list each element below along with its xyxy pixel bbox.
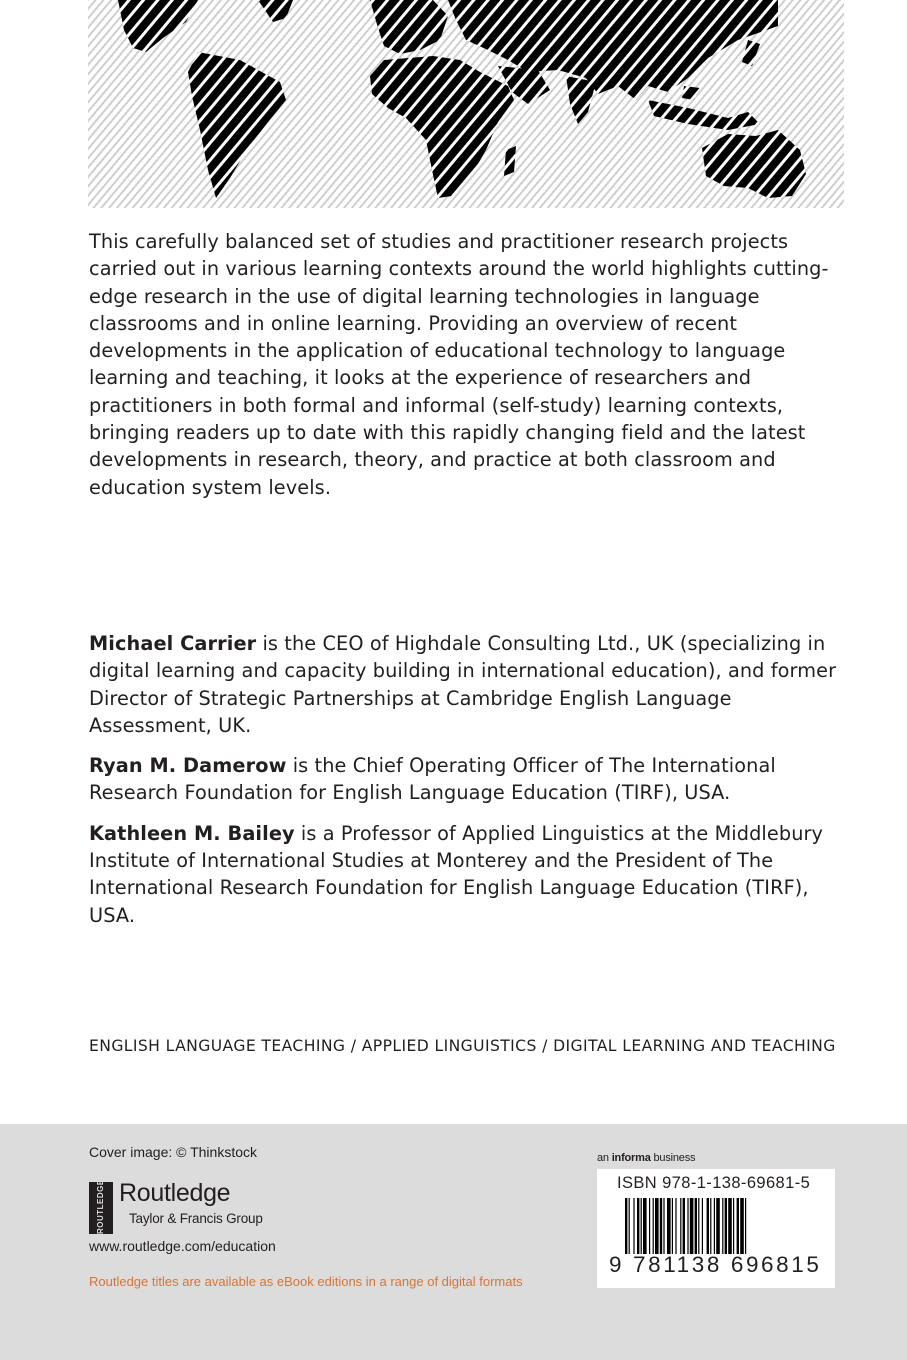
barcode-bar xyxy=(625,1198,627,1254)
africa-shape xyxy=(370,56,514,198)
routledge-logo xyxy=(89,1179,279,1238)
barcode-bar xyxy=(707,1198,709,1254)
barcode-bar xyxy=(629,1198,630,1254)
author-description: is a Professor of Applied Linguistics at the Middlebury Institute of International Studies at Monterey and the President of The International Research Foundation for English Language Education (TIRF), USA. xyxy=(89,821,824,927)
barcode-bar xyxy=(725,1198,727,1254)
author-description: is the Chief Operating Officer of The International Research Foundation for English Language Education (TIRF), USA. xyxy=(89,754,776,805)
barcode-bar xyxy=(695,1198,697,1254)
india-shape xyxy=(566,76,596,124)
author-description: is the CEO of Highdale Consulting Ltd., UK (specializing in digital learning and capacity building in international education), and former Director of Strategic Partnerships at Cambridge English Language Assessment, UK. xyxy=(89,632,837,737)
barcode-bar xyxy=(633,1198,634,1254)
barcode-bar xyxy=(714,1198,715,1254)
barcode-bar xyxy=(660,1198,662,1254)
isbn-label: ISBN 978-1-138-69681-5 xyxy=(617,1174,811,1192)
publisher-website: www.routledge.com/education xyxy=(89,1238,276,1254)
barcode-bar xyxy=(690,1198,694,1254)
madagascar-shape xyxy=(504,146,516,176)
informa-brand: informa xyxy=(611,1152,651,1164)
greenland-shape xyxy=(258,0,293,22)
author-bio xyxy=(89,820,849,929)
barcode-bar xyxy=(733,1198,734,1254)
world-map-image xyxy=(88,0,844,208)
barcode-bar xyxy=(643,1198,647,1254)
publisher-group: Taylor & Francis Group xyxy=(129,1211,263,1226)
europe-shape xyxy=(370,0,448,54)
barcode-bar xyxy=(702,1198,703,1254)
author-bio xyxy=(89,752,849,807)
barcode-bar xyxy=(716,1198,720,1254)
isbn-barcode-panel xyxy=(597,1169,835,1288)
cover-image-credit: Cover image: © Thinkstock xyxy=(89,1144,258,1160)
barcode-bar xyxy=(641,1198,642,1254)
book-description: This carefully balanced set of studies and practitioner research projects carried out in various learning contexts around the world highlights cutting-edge research in the use of digital learning technologies in language classrooms and in online learning. Providing an overview of recent developments in the application of educational technology to language learning and teaching, it looks at the experience of researchers and practitioners in both formal and informal (self-study) learning contexts, bringing readers up to date with this rapidly changing field and the latest developments in research, theory, and practice at both classroom and education system levels. xyxy=(89,230,829,499)
barcode-bar xyxy=(675,1198,676,1254)
barcode-bar xyxy=(698,1198,699,1254)
australia-shape xyxy=(702,130,806,198)
author-bios xyxy=(89,630,849,942)
publisher-name: Routledge xyxy=(119,1179,231,1207)
barcode-bar xyxy=(655,1198,659,1254)
author-bio xyxy=(89,630,849,739)
author-name: Michael Carrier xyxy=(89,632,257,655)
barcode-bar xyxy=(737,1198,739,1254)
barcode-bar xyxy=(680,1198,681,1254)
barcode-bar xyxy=(740,1198,744,1254)
philippines-shape xyxy=(682,86,700,100)
barcode-digits: 9 781138 696815 xyxy=(609,1252,822,1277)
barcode-bar xyxy=(710,1198,711,1254)
barcode-bar xyxy=(663,1198,664,1254)
barcode-bar xyxy=(637,1198,639,1254)
japan-shape xyxy=(742,40,760,66)
barcode-bar xyxy=(667,1198,671,1254)
barcode-bar xyxy=(722,1198,723,1254)
barcode-bar xyxy=(683,1198,685,1254)
author-name: Ryan M. Damerow xyxy=(89,754,287,778)
ebook-availability-note: Routledge titles are available as eBook editions in a range of digital formats xyxy=(89,1274,523,1289)
routledge-mark-icon: ROUTLEDGE xyxy=(89,1182,113,1234)
indonesia-shape xyxy=(648,100,760,130)
barcode-bar xyxy=(649,1198,650,1254)
back-cover-footer xyxy=(0,1124,907,1360)
south-america-shape xyxy=(188,52,286,198)
subject-categories: ENGLISH LANGUAGE TEACHING / APPLIED LINGUISTICS / DIGITAL LEARNING AND TEACHING xyxy=(89,1037,836,1055)
world-map-icon xyxy=(88,0,844,208)
informa-business-tagline: an informa business xyxy=(597,1152,696,1164)
barcode-bar xyxy=(687,1198,688,1254)
barcode-bar xyxy=(728,1198,732,1254)
barcode-icon xyxy=(625,1198,809,1254)
barcode-bar xyxy=(653,1198,654,1254)
north-america-shape xyxy=(118,0,198,52)
barcode-bar xyxy=(672,1198,673,1254)
author-name: Kathleen M. Bailey xyxy=(89,821,295,845)
barcode-bar xyxy=(745,1198,746,1254)
